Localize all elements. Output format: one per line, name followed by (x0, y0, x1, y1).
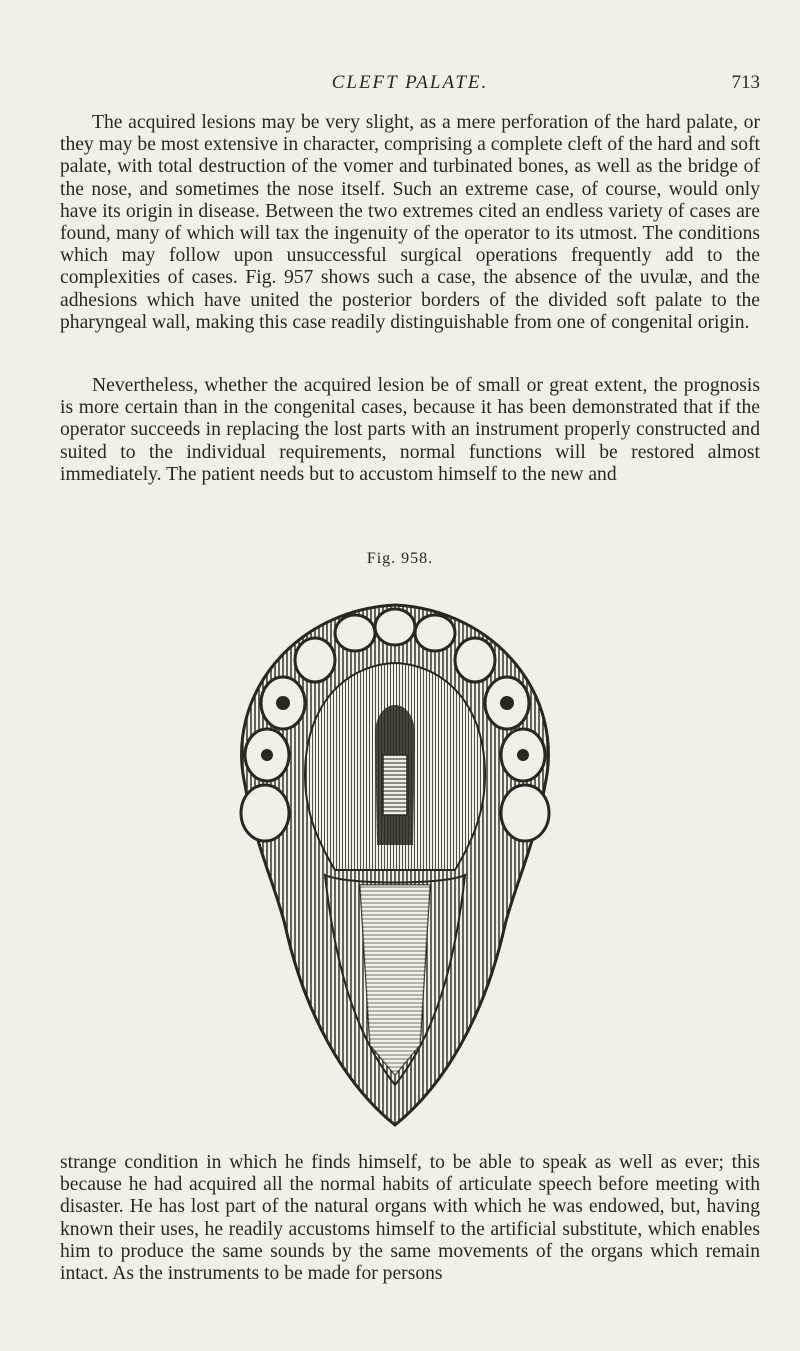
page-number: 713 (731, 72, 760, 93)
page-header (60, 72, 760, 98)
tooth (501, 785, 549, 841)
tooth (335, 615, 375, 651)
tooth (455, 638, 495, 682)
tooth (415, 615, 455, 651)
paragraph-strange-condition: strange condition in which he finds himself, to be able to speak as well as ever; this because he had acquired all the normal habits of articulate speech before meeting with disaster. He has lost part of the natural organs with which he was endowed, but, having known their uses, he readily accustoms himself to the artificial substitute, which enables him to produce the same sounds by the same movements of the organs which remain intact. As the instruments to be made for persons (60, 1152, 760, 1285)
paragraph-acquired-lesions: The acquired lesions may be very slight, as a mere perforation of the hard palate, or they may be most extensive in character, comprising a complete cleft of the hard and soft palate, with total destruction of the vomer and turbinated bones, as well as the bridge of the nose, and sometimes the nose itself. Such an extreme case, of course, would only have its origin in disease. Between the two extremes cited an endless variety of cases are found, many of which will tax the ingenuity of the operator to its utmost. The conditions which may follow upon unsuccessful surgical operations frequently add to the complexities of cases. Fig. 957 shows such a case, the absence of the uvulæ, and the adhesions which have united the posterior borders of the divided soft palate to the pharyngeal wall, making this case readily distinguishable from one of congenital origin. (60, 112, 760, 333)
tooth (375, 609, 415, 645)
tooth (241, 785, 289, 841)
palate-engraving-figure (185, 585, 605, 1140)
vomer-remnant (383, 755, 407, 815)
tooth (295, 638, 335, 682)
figure-caption: Fig. 958. (366, 550, 434, 567)
running-title: CLEFT PALATE. (331, 72, 489, 93)
paragraph-prognosis: Nevertheless, whether the acquired lesion be of small or great extent, the prognosis is more certain than in the congenital cases, because it has been demonstrated that if the operator succeeds in replacing the lost parts with an instrument properly constructed and suited to the individual requirements, normal functions will be restored almost immediately. The patient needs but to accustom himself to the new and (60, 375, 760, 485)
